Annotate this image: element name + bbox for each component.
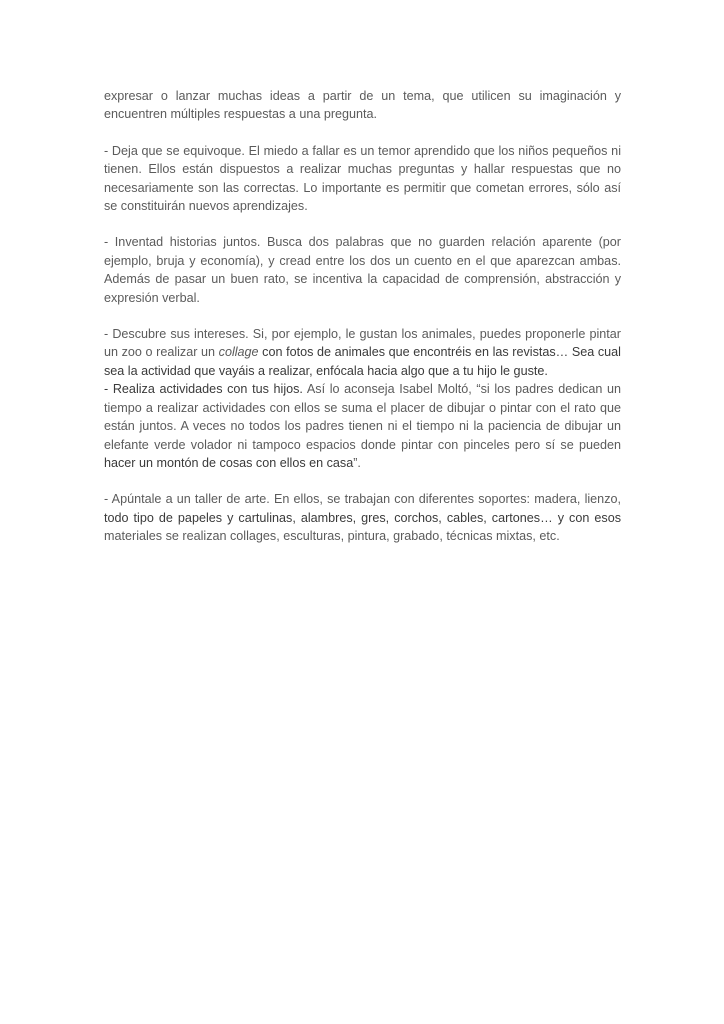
- activities-quote-close: ”.: [353, 455, 361, 470]
- paragraph-mistakes: - Deja que se equivoque. El miedo a fallar es un temor aprendido que los niños pequeños ni tienen. Ellos están dispuestos a realizar muchas preguntas y hallar respuestas que no necesariamente son las correctas. Lo importante es permitir que cometan errores, sólo así se constituirán nuevos aprendizajes.: [104, 143, 621, 214]
- interests-collage-word: collage: [218, 345, 259, 360]
- workshop-text-start: - Apúntale a un taller de arte. En ellos, se trabajan con diferentes soportes: madera, lienzo,: [104, 492, 621, 507]
- interests-text-start: - Descubre sus intereses. Si, por ejemplo, le gustan los animales, puedes proponerle pintar un zoo o realizar un: [104, 327, 621, 360]
- document-page: [104, 87, 621, 564]
- paragraph-imagination: expresar o lanzar muchas ideas a partir de un tema, que utilicen su imaginación y encuentren múltiples respuestas a una pregunta.: [104, 89, 621, 122]
- workshop-text-end: materiales se realizan collages, esculturas, pintura, grabado, técnicas mixtas, etc.: [104, 529, 560, 544]
- activities-quote-end: hacer un montón de cosas con ellos en casa: [104, 455, 354, 470]
- activities-quote: Así lo aconseja Isabel Moltó, “si los padres dedican un tiempo a realizar actividades con ellos se suma el placer de dibujar o pintar con el rato que están juntos. A veces no todos los padres tienen ni el tiempo ni la paciencia de dibujar un elefante verde volador ni tampoco espacios donde pintar con pinceles pero sí se pueden: [104, 382, 622, 452]
- interests-text-end: con fotos de animales que encontréis en las revistas… Sea cual sea la actividad que vayáis a realizar, enfócala hacia algo que a tu hijo le guste.: [104, 345, 621, 378]
- activities-heading: - Realiza actividades con tus hijos.: [104, 382, 303, 397]
- workshop-materials: todo tipo de papeles y cartulinas, alambres, gres, corchos, cables, cartones… y con esos: [104, 510, 621, 525]
- paragraph-activities: [104, 380, 621, 472]
- paragraph-interests: [104, 325, 621, 380]
- paragraph-stories: - Inventad historias juntos. Busca dos palabras que no guarden relación aparente (por ejemplo, bruja y economía), y cread entre los dos un cuento en el que aparezcan ambas. Además de pasar un buen rato, se incentiva la capacidad de comprensión, abstracción y expresión verbal.: [104, 235, 621, 305]
- paragraph-art-workshop: [104, 490, 621, 545]
